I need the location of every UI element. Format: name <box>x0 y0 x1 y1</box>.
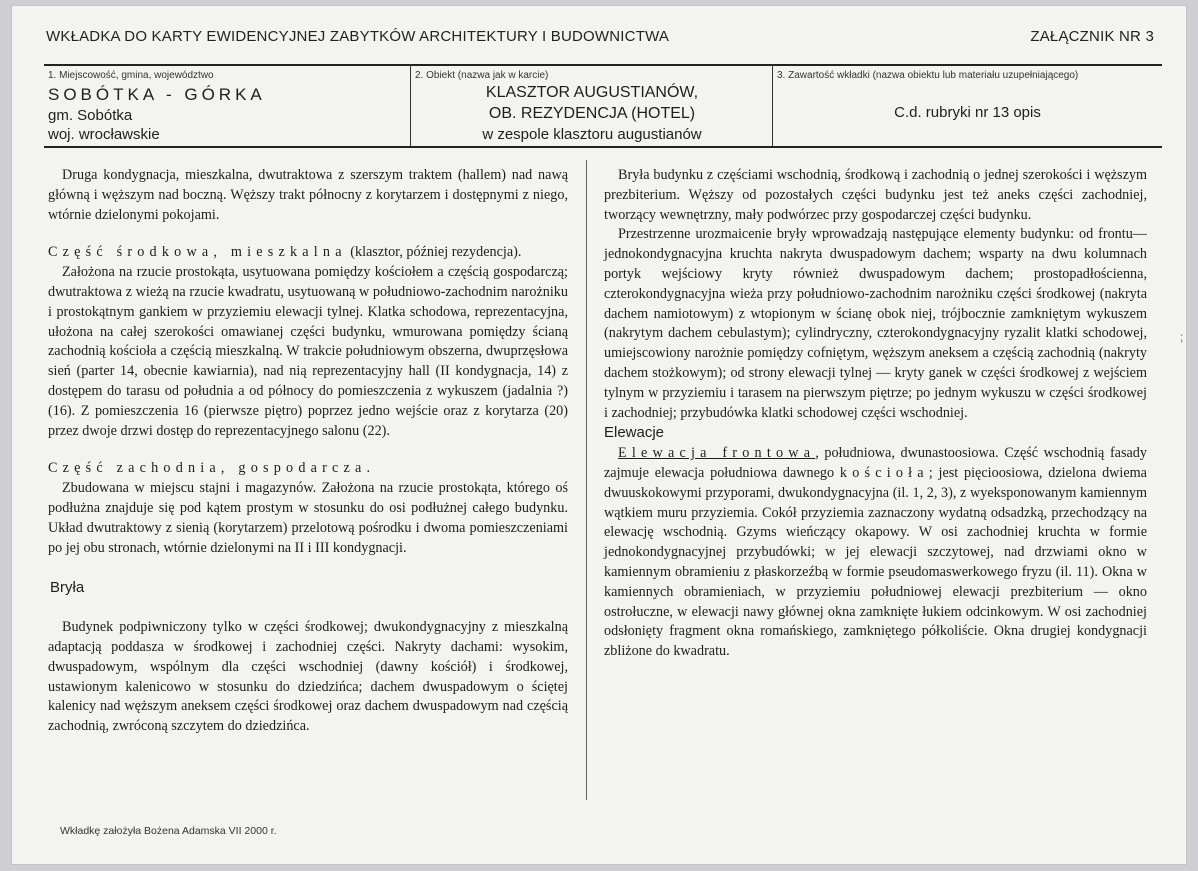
paragraph: Założona na rzucie prostokąta, usytuowana pomiędzy kościołem a częścią gospodarczą; dwutraktowa z wieżą na rzucie kwadratu, usytuowaną w południowo-zachodnim narożniku i prostokątnym gankiem w przyziemiu elewacji tylnej. Klatka schodowa, reprezentacyjna, ułożona na całej szerokości omawianej części budynku, wmurowana pomiędzy ścianą zachodnią kościoła a częścią mieszkalną. W trakcie południowym obszerna, dwuprzęsłowa sień (parter 14, obecnie kawiarnia), nad nią reprezentacyjny hall (II kondygnacja, 14) z dostępem do tarasu od południa a od północy do pomieszczenia z wykuszem (jadalnia ?) (16). Z pomieszczenia 16 (pierwsze piętro) poprzez jedno wejście oraz z korytarza (20) przez dwoje drzwi dostęp do reprezentacyjnego salonu (22). <box>48 264 568 439</box>
location-commune: gm. Sobótka <box>48 107 133 124</box>
paragraph: Bryła budynku z częściami wschodnią, środkową i zachodnią o jednej szerokości i węższym prezbiterium. Węższy od pozostałych części budynku jest też aneks części zachodniej, tworzący wewnętrzny, mały podwórzec przy gospodarczej części budynku. <box>604 167 1147 223</box>
bottom-rule <box>44 146 1162 148</box>
content-caption: 3. Zawartość wkładki (nazwa obiektu lub materiału uzupełniającego) <box>777 70 1079 81</box>
text-run: , południowa, dwunastoosiowa. Część wschodnią fasady zajmuje elewacja południowa dawnego <box>604 445 1147 481</box>
object-cell <box>410 64 773 146</box>
left-column <box>48 166 568 737</box>
location-name: SOBÓTKA - GÓRKA <box>48 85 266 104</box>
object-name-line3: w zespole klasztoru augustianów <box>482 126 702 143</box>
section-title-elewacje: Elewacje <box>604 424 665 442</box>
paragraph <box>604 444 1147 662</box>
text-run: ; jest pięcioosiowa, dzielona dwiema dwuuskokowymi przyporami, dwukondygnacyjna (il. 1, 2, 3), z wyeksponowanym kamiennym wątkiem muru przyziemia. Cokół przyziemia zaznaczony wydatną odsadzką, przechodzący na elewację wschodnią. Gzyms wieńczący okapowy. W osi zachodniej kruchta w formie jednokondygnacyjnej przybudówki; w jej elewacji szczytowej, nad drzwiami okno w kamiennym obramieniu z płaskorzeźbą w formie pseudomaswerkowego fryzu (il. 11). Okna w kamiennych obramieniach, w przyziemiu południowej elewacji prezbiterium — okno ostrołuczne, w elewacji nawy głównej okna zamknięte łukiem odcinkowym. W osi zachodniej odsłonięty fragment okna romańskiego, zamkniętego półkoliście. Okna drugiej kondygnacji zbliżone do kwadratu. <box>604 464 1147 660</box>
right-column <box>604 166 1147 662</box>
paragraph: Budynek podpiwniczony tylko w części środkowej; dwukondygnacyjny z mieszkalną adaptacją poddasza w środkowej i zachodniej części. Nakryty dachami: wysokim, dwuspadowym, wspólnym dla części wschodniej (dawny kościół) i środkowej, ustawionym kalenicowo w stosunku do dziedzińca; dachem dwuspadowym o ściętej kalenicy nad węższym aneksem części środkowej oraz dachem dwuspadowym nad częścią zachodnią, zwróconą szczytem do dziedzińca. <box>48 619 568 735</box>
annex-number: ZAŁĄCZNIK NR 3 <box>1030 28 1154 45</box>
location-voivodeship: woj. wrocławskie <box>48 126 160 143</box>
margin-mark: ; <box>1180 330 1184 344</box>
column-divider <box>586 160 587 800</box>
content-cell <box>772 64 1162 146</box>
section-title-bryla: Bryła <box>50 579 85 597</box>
footer-note: Wkładkę założyła Bożena Adamska VII 2000 r. <box>60 825 277 837</box>
subsection-heading: Elewacja frontowa <box>618 445 816 462</box>
paragraph: Zbudowana w miejscu stajni i magazynów. Założona na rzucie prostokąta, którego oś podłużna znajduje się pod kątem prostym w stosunku do osi podłużnej całego budynku. Układ dwutraktowy z sienią (korytarzem) przelotową pośrodku i dwoma pomieszczeniami po jej obu stronach, wtórnie dzielonymi na II i III kondygnacji. <box>48 480 568 556</box>
form-title: WKŁADKA DO KARTY EWIDENCYJNEJ ZABYTKÓW ARCHITEKTURY I BUDOWNICTWA <box>46 28 670 45</box>
header-box <box>44 64 1162 148</box>
content-value: C.d. rubryki nr 13 opis <box>894 104 1041 121</box>
object-caption: 2. Obiekt (nazwa jak w karcie) <box>415 70 549 81</box>
spaced-word: kościoła <box>839 464 929 481</box>
section-heading-west: Część zachodnia, gospodarcza. <box>48 460 376 477</box>
section-heading-middle <box>48 243 568 263</box>
paragraph: Druga kondygnacja, mieszkalna, dwutraktowa z szerszym traktem (hallem) nad nawą główną i węższym nad boczną. Węższy trakt północny z korytarzem i dostępnymi z niego, wtórnie dzielonymi pokojami. <box>48 167 568 223</box>
section-heading-text: Część środkowa, mieszkalna <box>48 244 347 261</box>
section-heading-tail: (klasztor, później rezydencja). <box>346 244 522 261</box>
location-caption: 1. Miejscowość, gmina, województwo <box>48 70 214 81</box>
object-name-line2: OB. REZYDENCJA (HOTEL) <box>488 105 696 122</box>
object-name-line1: KLASZTOR AUGUSTIANÓW, <box>485 84 699 101</box>
paragraph: Przestrzenne urozmaicenie bryły wprowadzają następujące elementy budynku: od frontu—jednokondygnacyjna kruchta nakryta dwuspadowym dachem; wsparty na dwu kolumnach portyk wejściowy kryty również dwuspadowym dachem; prostopadłościenna, czterokondygnacyjna wieża przy południowo-zachodnim narożniku części środkowej (nakryta dachem namiotowym) z wtopionym w ścianę obok niej, trójbocznie zamkniętym wykuszem (nakrytym dachem cebulastym); cylindryczny, czterokondygnacyjny ryzalit klatki schodowej, umiejscowiony narożnie pomiędzy cofniętym, węższym aneksem a częścią zachodnią (nakryty dachem stożkowym); od strony elewacji tylnej — kryty ganek w części środkowej z wejściem tylnym w przyziemiu i tarasem na pierwszym piętrze; po jednym wykuszu w części środkowej i zachodniej; przybudówka klatki schodowej części wschodniej. <box>604 226 1147 421</box>
location-cell <box>44 64 410 146</box>
